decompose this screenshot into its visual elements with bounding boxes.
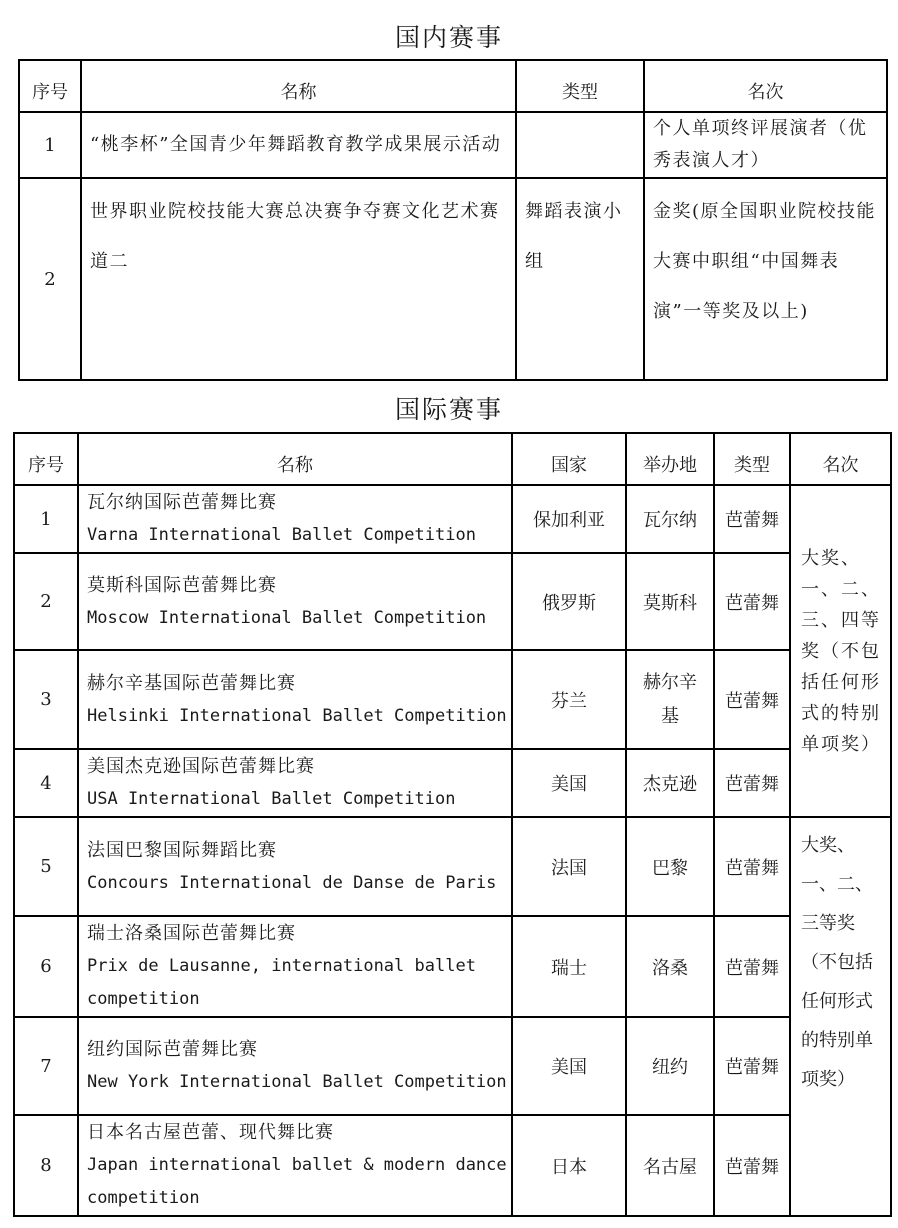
- rank-group-2: 大奖、一、二、三等奖（不包括任何形式的特别单项奖）: [790, 817, 891, 1216]
- header-type: 类型: [516, 60, 644, 112]
- header-rank: 名次: [644, 60, 887, 112]
- row-country: 日本: [512, 1115, 626, 1216]
- row-country: 美国: [512, 1017, 626, 1115]
- row-country: 美国: [512, 749, 626, 817]
- name-cn: 莫斯科国际芭蕾舞比赛: [87, 574, 277, 596]
- row-venue: 莫斯科: [626, 553, 714, 650]
- table-row: [19, 112, 887, 178]
- row-name: “桃李杯”全国青少年舞蹈教育教学成果展示活动: [81, 112, 516, 178]
- header-venue: 举办地: [626, 433, 714, 485]
- row-venue: 纽约: [626, 1017, 714, 1115]
- row-type: 舞蹈表演小组: [516, 178, 644, 380]
- header-type: 类型: [714, 433, 790, 485]
- table-row: [14, 1115, 891, 1216]
- row-no: 2: [14, 553, 78, 650]
- name-en: Moscow International Ballet Competition: [87, 607, 487, 628]
- row-name: [78, 553, 512, 650]
- row-rank: 个人单项终评展演者（优秀表演人才）: [644, 112, 887, 178]
- row-country: 法国: [512, 817, 626, 916]
- row-type: 芭蕾舞: [714, 553, 790, 650]
- name-en: USA International Ballet Competition: [87, 789, 456, 809]
- name-en: Prix de Lausanne, international ballet competition: [87, 956, 476, 1009]
- row-no: 8: [14, 1115, 78, 1216]
- row-type: [516, 112, 644, 178]
- row-venue: 巴黎: [626, 817, 714, 916]
- row-name: [78, 1115, 512, 1216]
- name-cn: 瑞士洛桑国际芭蕾舞比赛: [87, 923, 296, 944]
- row-country: 瑞士: [512, 916, 626, 1017]
- international-table: [13, 432, 892, 1217]
- row-type: 芭蕾舞: [714, 485, 790, 553]
- row-name: [78, 650, 512, 749]
- row-no: 6: [14, 916, 78, 1017]
- row-country: 俄罗斯: [512, 553, 626, 650]
- row-name: [78, 485, 512, 553]
- row-no: 2: [19, 178, 81, 380]
- row-name: [78, 749, 512, 817]
- row-venue: 杰克逊: [626, 749, 714, 817]
- name-cn: 瓦尔纳国际芭蕾舞比赛: [87, 492, 277, 513]
- table-row: [19, 178, 887, 380]
- row-no: 4: [14, 749, 78, 817]
- name-cn: 纽约国际芭蕾舞比赛: [87, 1039, 258, 1060]
- domestic-table: [18, 59, 888, 381]
- table-row: [14, 749, 891, 817]
- table-row: [14, 916, 891, 1017]
- row-type: 芭蕾舞: [714, 817, 790, 916]
- table-row: [14, 1017, 891, 1115]
- row-no: 5: [14, 817, 78, 916]
- name-cn: 美国杰克逊国际芭蕾舞比赛: [87, 756, 315, 777]
- row-venue: 赫尔辛基: [626, 650, 714, 749]
- row-no: 1: [14, 485, 78, 553]
- row-type: 芭蕾舞: [714, 749, 790, 817]
- table-header-row: [14, 433, 891, 485]
- row-name: [78, 817, 512, 916]
- table-row: [14, 485, 891, 553]
- name-cn: 法国巴黎国际舞蹈比赛: [87, 839, 277, 861]
- name-en: Concours International de Danse de Paris: [87, 872, 497, 893]
- row-venue: 瓦尔纳: [626, 485, 714, 553]
- row-country: 芬兰: [512, 650, 626, 749]
- domestic-title: 国内赛事: [394, 23, 503, 52]
- name-en: Varna International Ballet Competition: [87, 525, 476, 545]
- name-en: Japan international ballet & modern dance competition: [87, 1155, 507, 1208]
- rank-group-1: 大奖、一、二、三、四等奖（不包括任何形式的特别单项奖）: [790, 485, 891, 817]
- header-country: 国家: [512, 433, 626, 485]
- header-no: 序号: [14, 433, 78, 485]
- international-title: 国际赛事: [394, 395, 503, 424]
- row-type: 芭蕾舞: [714, 1115, 790, 1216]
- row-type: 芭蕾舞: [714, 1017, 790, 1115]
- row-country: 保加利亚: [512, 485, 626, 553]
- row-name: 世界职业院校技能大赛总决赛争夺赛文化艺术赛道二: [81, 178, 516, 380]
- row-no: 7: [14, 1017, 78, 1115]
- row-no: 1: [19, 112, 81, 178]
- header-name: 名称: [81, 60, 516, 112]
- name-en: New York International Ballet Competition: [87, 1072, 507, 1092]
- name-cn: 日本名古屋芭蕾、现代舞比赛: [87, 1122, 334, 1143]
- row-type: 芭蕾舞: [714, 650, 790, 749]
- name-cn: 赫尔辛基国际芭蕾舞比赛: [87, 672, 296, 694]
- row-venue: 洛桑: [626, 916, 714, 1017]
- row-name: [78, 916, 512, 1017]
- table-header-row: [19, 60, 887, 112]
- row-type: 芭蕾舞: [714, 916, 790, 1017]
- row-venue: 名古屋: [626, 1115, 714, 1216]
- row-no: 3: [14, 650, 78, 749]
- row-rank: 金奖(原全国职业院校技能大赛中职组“中国舞表演”一等奖及以上): [644, 178, 887, 380]
- header-name: 名称: [78, 433, 512, 485]
- name-en: Helsinki International Ballet Competition: [87, 705, 507, 726]
- header-no: 序号: [19, 60, 81, 112]
- table-row: [14, 650, 891, 749]
- table-row: [14, 817, 891, 916]
- table-row: [14, 553, 891, 650]
- header-rank: 名次: [790, 433, 891, 485]
- row-name: [78, 1017, 512, 1115]
